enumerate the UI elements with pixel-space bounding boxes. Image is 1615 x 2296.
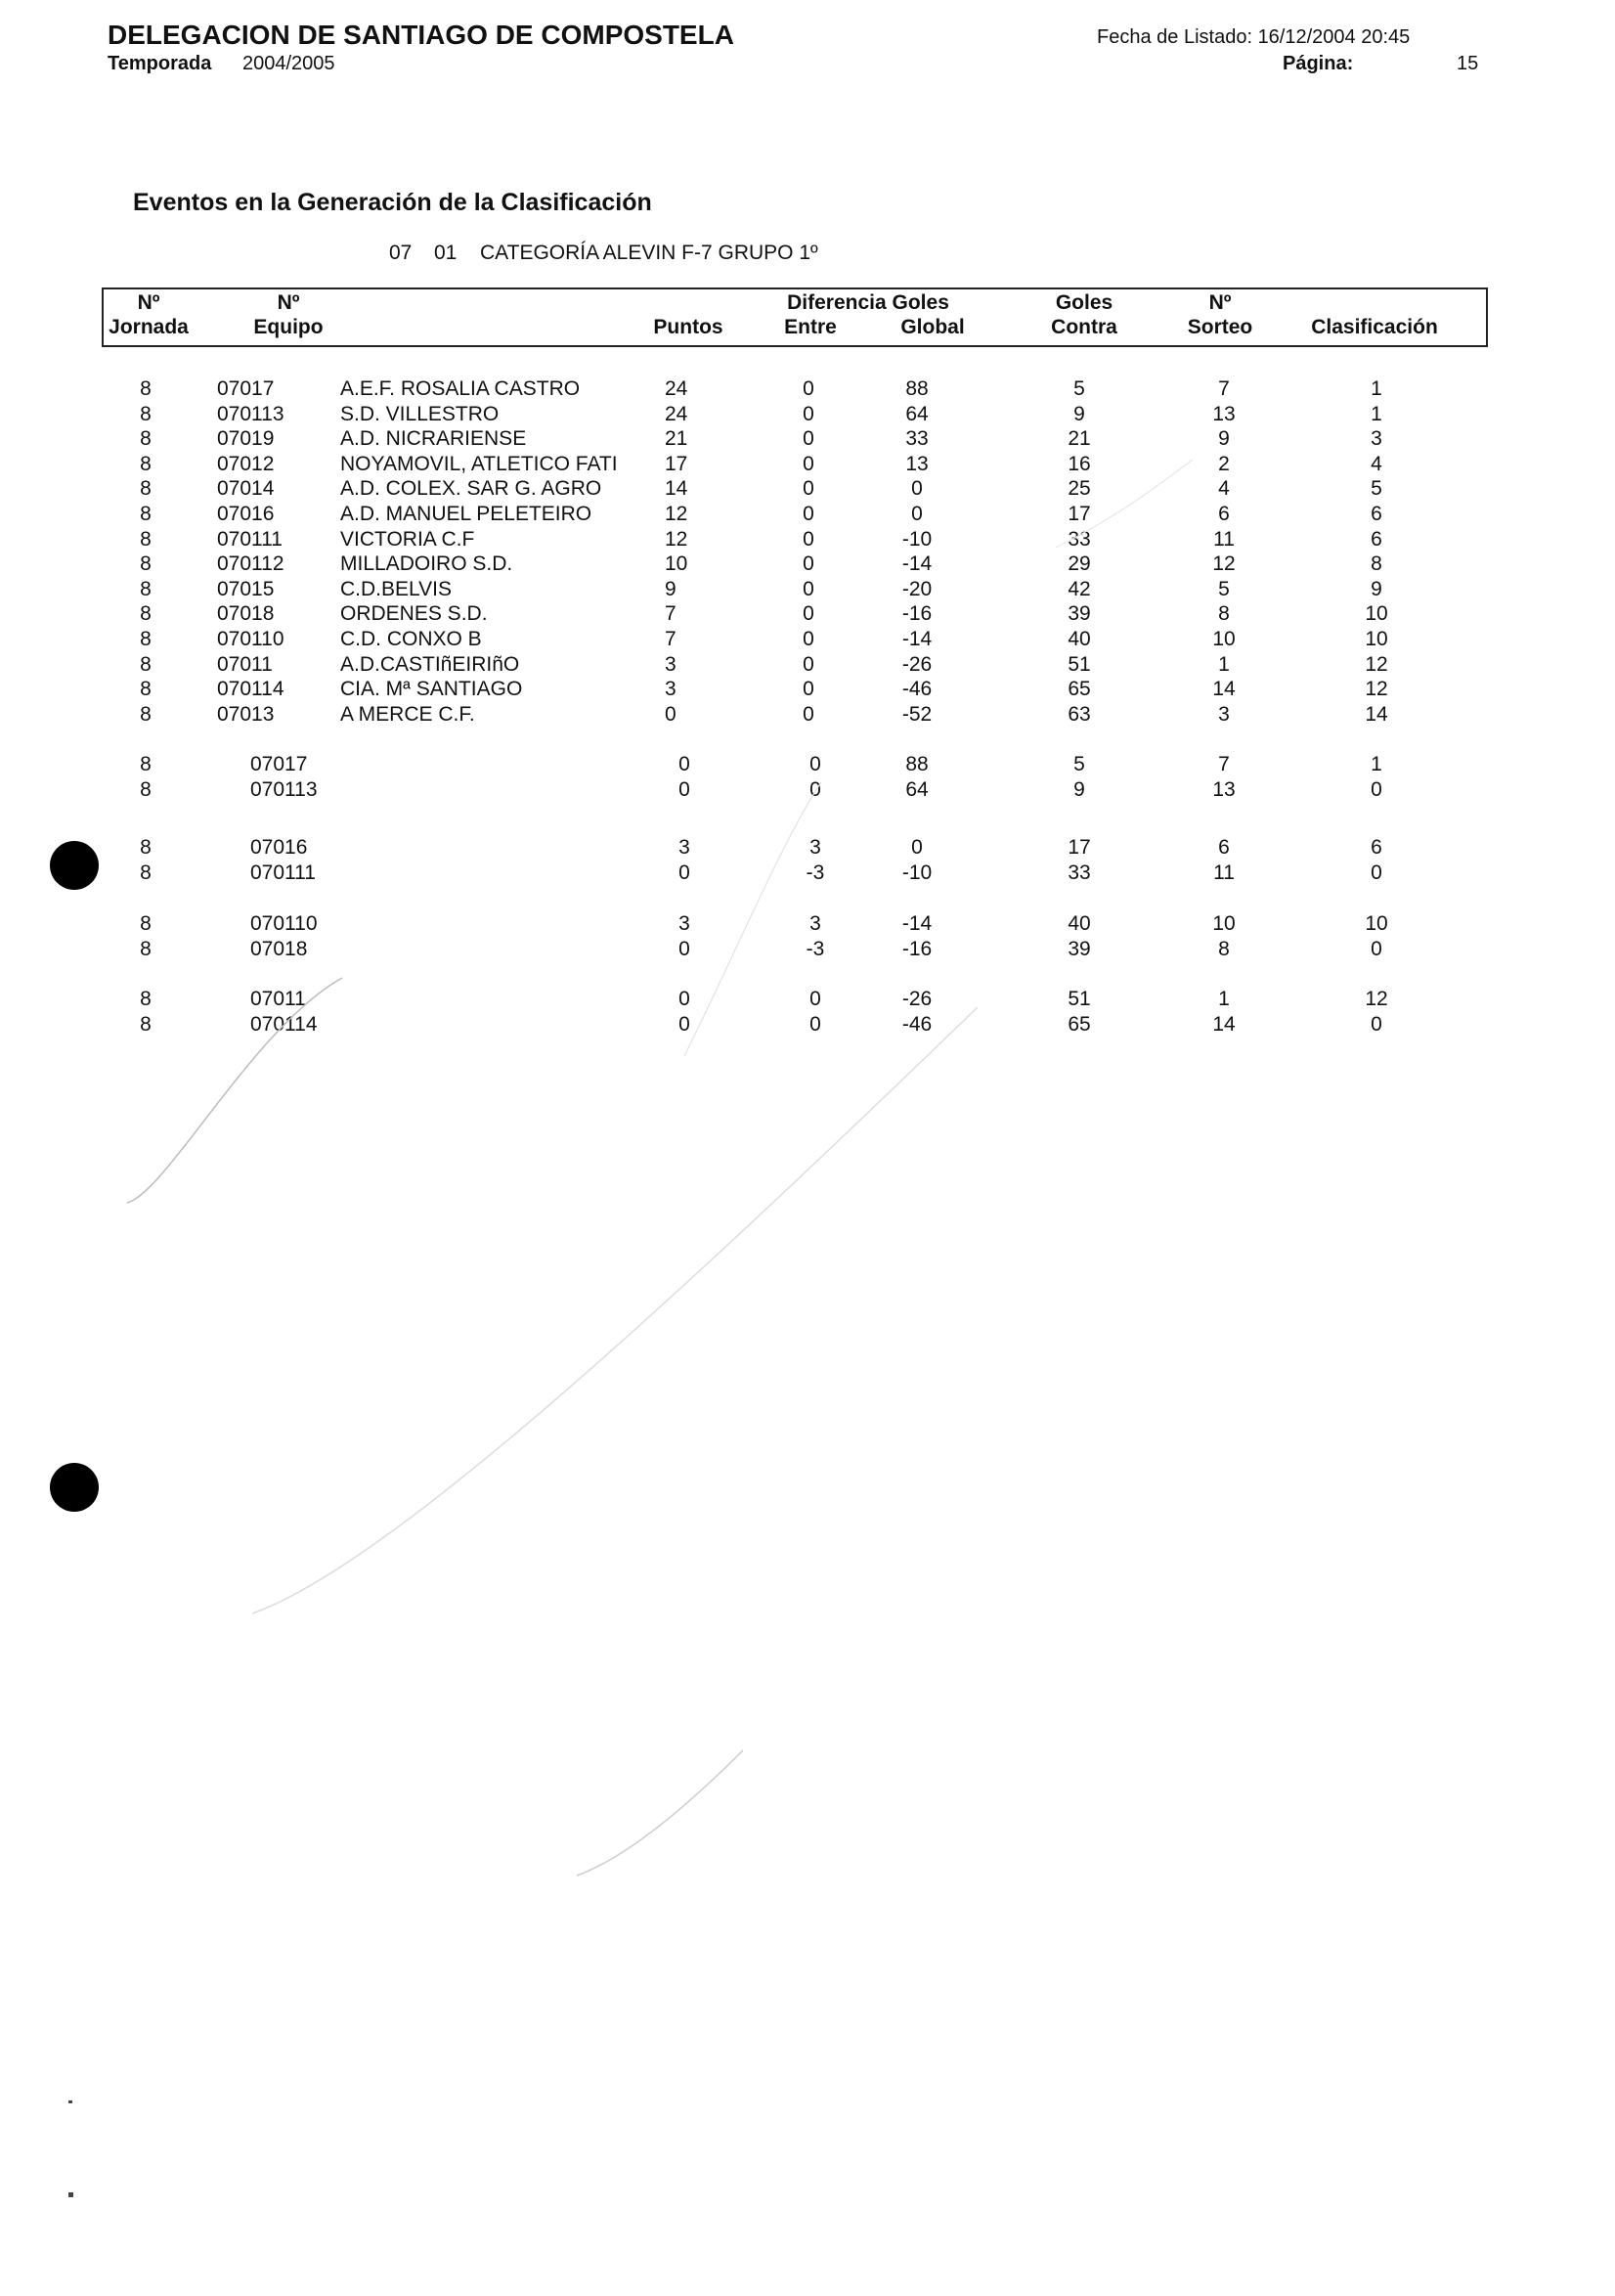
cell-contra: 33	[1068, 861, 1091, 884]
cell-contra: 29	[1068, 552, 1091, 576]
cell-global: -16	[901, 602, 933, 626]
cell-jornada: 8	[140, 477, 152, 501]
cell-sorteo: 14	[1212, 678, 1236, 701]
cell-contra: 39	[1068, 602, 1091, 626]
cell-sorteo: 8	[1218, 937, 1230, 960]
cell-nombre: A.D.CASTIñEIRIñO	[340, 652, 520, 676]
cell-jornada: 8	[140, 861, 152, 884]
cell-entre: 0	[803, 402, 814, 425]
cell-clasificacion: 0	[1371, 1012, 1382, 1036]
cell-contra: 42	[1068, 577, 1091, 600]
cell-jornada: 8	[140, 527, 152, 551]
cell-jornada: 8	[140, 377, 152, 400]
cell-global: -16	[901, 937, 933, 960]
cell-contra: 51	[1068, 652, 1091, 676]
cell-contra: 33	[1068, 527, 1091, 551]
cell-contra: 9	[1073, 777, 1085, 801]
cell-jornada: 8	[140, 652, 152, 676]
cell-sorteo: 8	[1218, 602, 1230, 626]
cell-clasificacion: 8	[1371, 552, 1382, 576]
category-name: CATEGORÍA ALEVIN F-7 GRUPO 1º	[480, 242, 818, 264]
cell-contra: 21	[1068, 427, 1091, 451]
cell-puntos: 24	[665, 377, 688, 400]
cell-sorteo: 3	[1218, 702, 1230, 726]
cell-puntos: 12	[665, 503, 688, 525]
cell-contra: 25	[1068, 477, 1091, 501]
cell-clasificacion: 10	[1365, 602, 1388, 626]
cell-nombre: A.E.F. ROSALIA CASTRO	[340, 377, 581, 400]
cell-puntos: 0	[678, 777, 690, 801]
cell-sorteo: 13	[1212, 777, 1236, 801]
cell-clasificacion: 6	[1371, 836, 1382, 859]
cell-global: 88	[905, 753, 929, 775]
cell-global: -10	[901, 861, 933, 884]
cell-global: 88	[905, 377, 929, 400]
cell-contra: 16	[1068, 452, 1091, 475]
cell-global: 13	[905, 452, 929, 475]
cell-clasificacion: 4	[1371, 452, 1382, 475]
cell-clasificacion: 0	[1371, 937, 1382, 960]
col-jornada: Jornada	[109, 316, 189, 338]
cell-entre: 0	[803, 628, 814, 650]
cell-global: -10	[901, 527, 933, 551]
cell-nombre: ORDENES S.D.	[340, 602, 488, 626]
cell-global: -14	[901, 552, 933, 576]
list-date-label: Fecha de Listado:	[1097, 26, 1252, 48]
cell-puntos: 0	[678, 861, 690, 884]
cell-clasificacion: 3	[1371, 427, 1382, 451]
cell-equipo: 070111	[217, 527, 283, 551]
col-jornada-top: Nº	[137, 291, 160, 314]
cell-sorteo: 13	[1212, 402, 1236, 425]
cell-global: 33	[905, 427, 929, 451]
cell-sorteo: 10	[1212, 912, 1236, 935]
cell-puntos: 3	[665, 678, 677, 701]
cell-global: -52	[901, 702, 933, 726]
cell-jornada: 8	[140, 427, 152, 451]
col-goles-top: Goles	[1055, 291, 1113, 314]
cell-jornada: 8	[140, 628, 152, 650]
cell-contra: 65	[1068, 1012, 1091, 1036]
cell-clasificacion: 1	[1371, 402, 1382, 425]
cell-clasificacion: 12	[1365, 678, 1388, 701]
cell-sorteo: 7	[1218, 377, 1230, 400]
cell-jornada: 8	[140, 702, 152, 726]
cell-equipo: 07011	[217, 652, 273, 676]
cell-equipo: 07016	[217, 503, 275, 525]
cell-entre: 0	[803, 602, 814, 626]
cell-sorteo: 11	[1213, 527, 1235, 551]
cell-equipo: 07014	[217, 477, 275, 501]
col-equipo: Equipo	[253, 316, 324, 338]
cell-jornada: 8	[140, 912, 152, 935]
cell-clasificacion: 1	[1371, 753, 1382, 775]
cell-clasificacion: 10	[1365, 628, 1388, 650]
list-date-value: 16/12/2004 20:45	[1257, 26, 1411, 48]
cell-global: -14	[901, 912, 933, 935]
cell-equipo: 070113	[217, 402, 284, 425]
cell-equipo: 07016	[250, 836, 308, 859]
cell-global: 0	[911, 836, 923, 859]
cell-entre: 0	[809, 1012, 821, 1036]
col-contra: Contra	[1051, 316, 1117, 338]
col-clasificacion: Clasificación	[1311, 316, 1438, 338]
cell-equipo: 07018	[217, 602, 275, 626]
cell-sorteo: 14	[1212, 1012, 1236, 1036]
cell-clasificacion: 0	[1371, 777, 1382, 801]
cell-jornada: 8	[140, 552, 152, 576]
category-code-1: 07	[389, 242, 413, 264]
cell-entre: 0	[803, 678, 814, 701]
cell-sorteo: 9	[1218, 427, 1230, 451]
cell-sorteo: 7	[1218, 753, 1230, 775]
cell-equipo: 07017	[217, 377, 275, 400]
cell-puntos: 0	[678, 1012, 690, 1036]
cell-puntos: 0	[678, 988, 690, 1010]
cell-contra: 5	[1073, 753, 1085, 775]
cell-clasificacion: 12	[1365, 652, 1388, 676]
cell-sorteo: 4	[1218, 477, 1230, 501]
cell-puntos: 7	[665, 628, 677, 650]
cell-jornada: 8	[140, 577, 152, 600]
cell-contra: 51	[1068, 988, 1091, 1010]
cell-puntos: 0	[665, 702, 677, 726]
cell-clasificacion: 9	[1371, 577, 1382, 600]
cell-entre: 3	[809, 912, 821, 935]
cell-equipo: 070114	[250, 1012, 318, 1036]
cell-puntos: 0	[678, 753, 690, 775]
cell-global: -46	[901, 678, 933, 701]
cell-equipo: 070114	[217, 678, 284, 701]
cell-equipo: 07015	[217, 577, 275, 600]
cell-puntos: 10	[665, 552, 688, 576]
cell-contra: 39	[1068, 937, 1091, 960]
cell-jornada: 8	[140, 937, 152, 960]
cell-global: 0	[911, 477, 923, 501]
cell-jornada: 8	[140, 777, 152, 801]
cell-contra: 5	[1073, 377, 1085, 400]
cell-entre: 0	[803, 527, 814, 551]
cell-equipo: 070110	[217, 628, 284, 650]
cell-entre: 0	[803, 652, 814, 676]
page-number: 15	[1457, 53, 1479, 74]
cell-jornada: 8	[140, 836, 152, 859]
cell-nombre: MILLADOIRO S.D.	[340, 552, 513, 576]
cell-global: -20	[901, 577, 933, 600]
cell-puntos: 17	[665, 452, 688, 475]
cell-global: 0	[911, 503, 923, 525]
cell-contra: 40	[1068, 912, 1091, 935]
cell-clasificacion: 1	[1371, 377, 1382, 400]
section-title: Eventos en la Generación de la Clasificación	[133, 189, 652, 216]
report-title: DELEGACION DE SANTIAGO DE COMPOSTELA	[108, 20, 734, 50]
col-sorteo-top: Nº	[1208, 291, 1232, 314]
cell-global: 64	[905, 402, 929, 425]
cell-sorteo: 6	[1218, 503, 1230, 525]
cell-clasificacion: 6	[1371, 503, 1382, 525]
cell-entre: 0	[803, 427, 814, 451]
cell-clasificacion: 6	[1371, 527, 1382, 551]
cell-puntos: 7	[665, 602, 677, 626]
cell-nombre: A.D. NICRARIENSE	[340, 427, 527, 451]
cell-jornada: 8	[140, 1012, 152, 1036]
cell-jornada: 8	[140, 602, 152, 626]
cell-jornada: 8	[140, 452, 152, 475]
cell-sorteo: 12	[1212, 552, 1236, 576]
cell-clasificacion: 5	[1371, 477, 1382, 501]
cell-puntos: 24	[665, 402, 688, 425]
cell-global: -46	[901, 1012, 933, 1036]
cell-jornada: 8	[140, 678, 152, 701]
cell-puntos: 0	[678, 937, 690, 960]
cell-contra: 9	[1073, 402, 1085, 425]
cell-puntos: 3	[665, 652, 677, 676]
cell-nombre: A.D. MANUEL PELETEIRO	[340, 503, 592, 525]
col-diferencia-goles: Diferencia Goles	[787, 291, 949, 314]
cell-equipo: 07019	[217, 427, 275, 451]
cell-puntos: 21	[665, 427, 688, 451]
col-sorteo: Sorteo	[1187, 316, 1253, 338]
season-label: Temporada	[108, 53, 212, 74]
col-global: Global	[900, 316, 965, 338]
cell-clasificacion: 14	[1365, 702, 1388, 726]
cell-jornada: 8	[140, 753, 152, 775]
cell-jornada: 8	[140, 503, 152, 525]
cell-entre: 0	[809, 988, 821, 1010]
cell-entre: 0	[803, 552, 814, 576]
cell-contra: 40	[1068, 628, 1091, 650]
cell-nombre: S.D. VILLESTRO	[340, 402, 500, 425]
cell-nombre: C.D. CONXO B	[340, 628, 482, 650]
cell-clasificacion: 0	[1371, 861, 1382, 884]
cell-global: -26	[901, 988, 933, 1010]
cell-contra: 63	[1068, 702, 1091, 726]
cell-nombre: NOYAMOVIL, ATLETICO FATI	[340, 452, 618, 475]
cell-equipo: 07018	[250, 937, 308, 960]
cell-global: 64	[905, 777, 929, 801]
cell-entre: -3	[806, 861, 825, 884]
cell-nombre: A MERCE C.F.	[340, 702, 475, 726]
cell-puntos: 3	[678, 836, 690, 859]
cell-clasificacion: 12	[1365, 988, 1388, 1010]
cell-equipo: 070110	[250, 912, 318, 935]
cell-sorteo: 6	[1218, 836, 1230, 859]
cell-entre: 0	[803, 377, 814, 400]
cell-entre: 0	[803, 452, 814, 475]
cell-entre: 0	[803, 577, 814, 600]
cell-entre: 0	[803, 477, 814, 501]
cell-jornada: 8	[140, 402, 152, 425]
cell-equipo: 07012	[217, 452, 275, 475]
cell-equipo: 07011	[250, 988, 306, 1010]
cell-global: -14	[901, 628, 933, 650]
cell-sorteo: 11	[1213, 861, 1235, 884]
cell-sorteo: 5	[1218, 577, 1230, 600]
cell-puntos: 14	[665, 477, 688, 501]
page-label: Página:	[1283, 53, 1354, 74]
cell-entre: 0	[803, 503, 814, 525]
scan-speck	[68, 2100, 72, 2103]
cell-entre: -3	[806, 937, 825, 960]
cell-equipo: 070112	[217, 552, 284, 576]
cell-entre: 0	[809, 777, 821, 801]
cell-equipo: 070111	[250, 861, 316, 884]
cell-equipo: 07013	[217, 702, 275, 726]
cell-jornada: 8	[140, 988, 152, 1010]
cell-sorteo: 2	[1218, 452, 1230, 475]
cell-puntos: 12	[665, 527, 688, 551]
cell-sorteo: 1	[1218, 652, 1230, 676]
cell-entre: 3	[809, 836, 821, 859]
cell-puntos: 3	[678, 912, 690, 935]
col-puntos: Puntos	[653, 316, 723, 338]
cell-nombre: VICTORIA C.F	[340, 527, 475, 551]
cell-clasificacion: 10	[1365, 912, 1388, 935]
cell-sorteo: 1	[1218, 988, 1230, 1010]
cell-equipo: 07017	[250, 753, 308, 775]
scan-speck	[68, 2192, 73, 2197]
cell-nombre: A.D. COLEX. SAR G. AGRO	[340, 477, 602, 501]
category-code-2: 01	[434, 242, 458, 264]
col-entre: Entre	[784, 316, 837, 338]
cell-nombre: C.D.BELVIS	[340, 577, 452, 600]
cell-equipo: 070113	[250, 777, 318, 801]
col-equipo-top: Nº	[277, 291, 300, 314]
cell-contra: 17	[1068, 836, 1091, 859]
cell-entre: 0	[803, 702, 814, 726]
cell-contra: 17	[1068, 503, 1091, 525]
cell-entre: 0	[809, 753, 821, 775]
season-value: 2004/2005	[242, 53, 335, 74]
cell-global: -26	[901, 652, 933, 676]
cell-puntos: 9	[665, 577, 677, 600]
cell-nombre: CIA. Mª SANTIAGO	[340, 678, 523, 701]
cell-contra: 65	[1068, 678, 1091, 701]
cell-sorteo: 10	[1212, 628, 1236, 650]
